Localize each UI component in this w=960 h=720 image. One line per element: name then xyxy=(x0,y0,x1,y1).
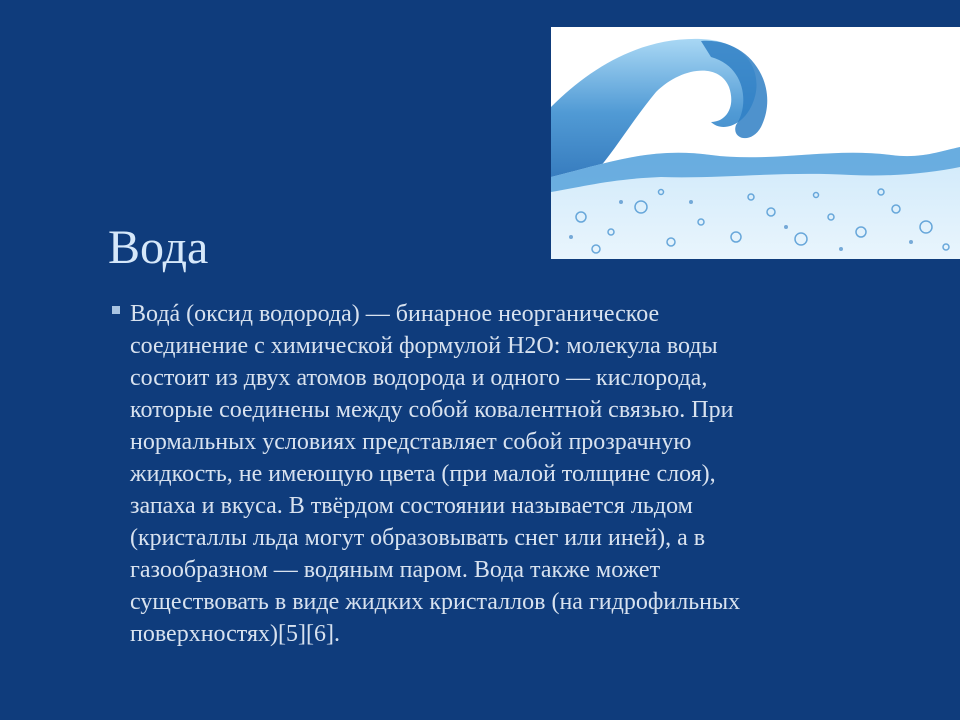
bullet-item xyxy=(112,298,832,650)
water-wave-splash-icon xyxy=(551,27,960,259)
bullet-text: Водá (оксид водорода) — бинарное неорганическое соединение с химической формулой Н2O: молекула воды состоит из двух атомов водорода и одного — кислорода, которые соединены между собой ковалентной связью. При нормальных условиях представляет собой прозрачную жидкость, не имеющую цвета (при малой толщине слоя), запаха и вкуса. В твёрдом состоянии называется льдом (кристаллы льда могут образовывать снег или иней), а в газообразном — водяным паром. Вода также может существовать в виде жидких кристаллов (на гидрофильных поверхностях)[5][6]. xyxy=(130,301,741,647)
square-bullet-icon xyxy=(112,306,120,314)
slide-title: Вода xyxy=(108,221,209,274)
water-wave-image xyxy=(551,27,960,259)
